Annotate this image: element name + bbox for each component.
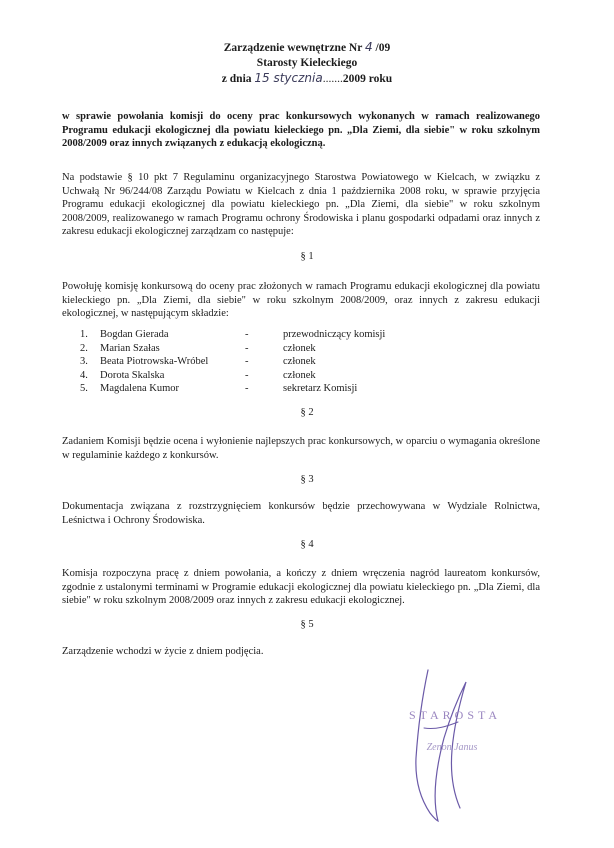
handwritten-date: 15 stycznia [254,71,323,85]
section-mark-2: § 2 [300,407,314,418]
section-text-3: Dokumentacja związana z rozstrzygnięciem konkursów będzie przechowywana w Wydziale Rolnictwa, Leśnictwa i Ochrony Środowiska. [62,501,540,526]
commission-members [80,328,420,396]
document-header [0,40,614,87]
member-role: członek [283,369,316,381]
section-text-1: Powołuję komisję konkursową do oceny prac złożonych w ramach Programu edukacji ekologicznej dla powiatu kieleckiego pn. „Dla Ziemi, dla siebie" w roku szkolnym 2008/2009, oraz innych z zakresu edukacji ekologicznej, w następującym składzie: [62,281,540,319]
member-role: przewodniczący komisji [283,329,386,340]
member-row: 5. Magdalena Kumor - sekretarz Komisji [80,383,358,394]
member-name: Magdalena Kumor [100,383,180,394]
member-row: 1. Bogdan Gierada - przewodniczący komisji [80,329,386,340]
section-mark-3: § 3 [300,474,314,485]
member-role: członek [283,356,316,367]
title-prefix: Zarządzenie wewnętrzne Nr [223,42,363,54]
section-text-4: Komisja rozpoczyna pracę z dniem powołania, a kończy z dniem wręczenia nagród laureatom konkursów, zgodnie z ustalonymi terminami w Programie edukacji ekologicznej dla powiatu kieleckiego pn. „Dla Ziemi, dla siebie" w roku szkolnym 2008/2009 oraz innych z zakresu edukacji ekologicznej. [62,568,540,606]
section-mark-5: § 5 [300,619,314,630]
official-stamp-name: Zenon Janus [426,742,478,753]
document-date: z dnia 15 stycznia.......2009 roku [221,71,393,85]
date-prefix: z dnia [221,73,252,85]
member-name: Marian Szałas [100,342,160,354]
handwritten-number: 4 [365,40,373,54]
section-text-2: Zadaniem Komisji będzie ocena i wyłonienie najlepszych prac konkursowych, w oparciu o wymagania określone w regulaminie każdego z konkursów. [62,436,540,461]
title-suffix: /09 [375,42,391,54]
member-role: sekretarz Komisji [283,383,358,394]
official-stamp-title: STAROSTA [408,708,502,722]
preamble: Na podstawie § 10 pkt 7 Regulaminu organizacyjnego Starostwa Powiatowego w Kielcach, w związku z Uchwałą Nr 96/244/08 Zarządu Powiatu w Kielcach z dnia 1 października 2008 roku, w sprawie przyjęcia Programu edukacji ekologicznej dla powiatu kieleckiego pn. „Dla Ziemi, dla siebie" w roku szkolnym 2008/2009, realizowanego w ramach Programu ochrony Środowiska i planu gospodarki odpadami oraz innych z zakresu edukacji ekologicznej zarządzam co następuje: [62,172,540,237]
section-mark-4: § 4 [300,539,314,550]
member-row: 4. Dorota Skalska - członek [80,369,316,381]
member-name: Dorota Skalska [100,369,165,381]
member-role: członek [283,342,316,354]
issuer: Starosty Kieleckiego [256,57,358,69]
section-mark-1: § 1 [300,251,314,262]
member-name: Beata Piotrowska-Wróbel [100,356,209,367]
document-subject: w sprawie powołania komisji do oceny prac konkursowych wykonanych w ramach realizowanego Programu edukacji ekologicznej dla powiatu kieleckiego pn. „Dla Ziemi, dla siebie" w roku szkolnym 2008/2009 oraz innych związanych z edukacją ekologiczną. [62,111,540,149]
member-name: Bogdan Gierada [100,329,169,340]
document-title [0,40,614,56]
member-row: 2. Marian Szałas - członek [80,342,316,354]
section-text-5: Zarządzenie wchodzi w życie z dniem podjęcia. [62,646,264,657]
date-suffix: 2009 roku [342,73,393,85]
member-row: 3. Beata Piotrowska-Wróbel - członek [80,356,316,367]
